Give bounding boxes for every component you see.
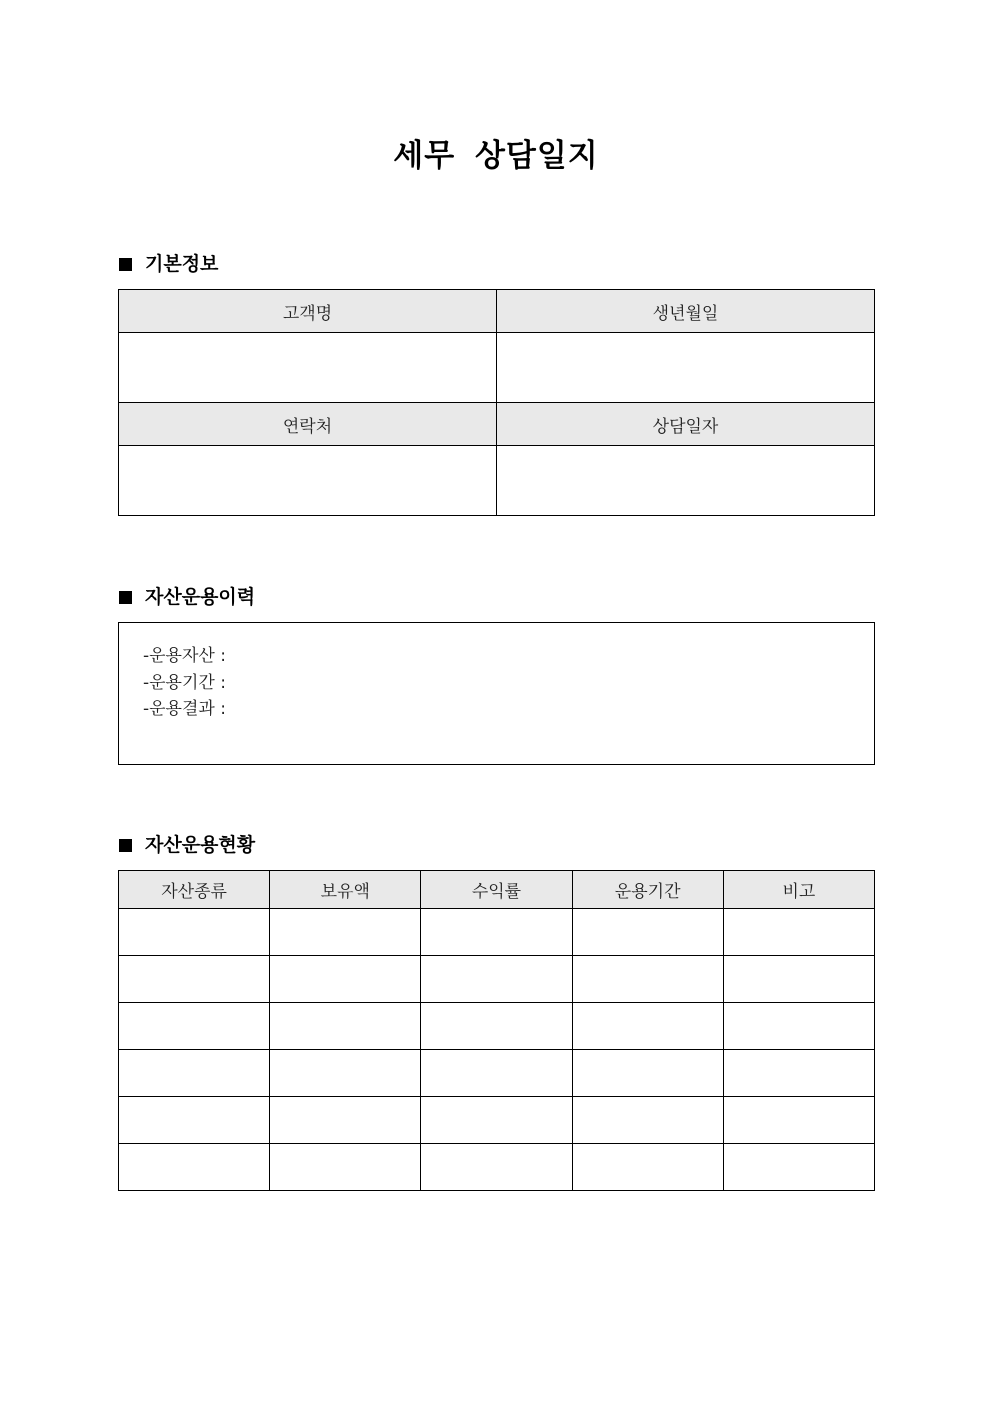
asset-history-lines bbox=[143, 643, 226, 723]
table-cell[interactable] bbox=[119, 1050, 270, 1097]
table-cell[interactable] bbox=[270, 1144, 421, 1191]
table-cell[interactable] bbox=[572, 1050, 723, 1097]
square-bullet-icon bbox=[119, 839, 132, 852]
table-cell[interactable] bbox=[572, 956, 723, 1003]
table-row bbox=[119, 1050, 875, 1097]
history-line-asset: -운용자산 : bbox=[143, 646, 226, 666]
table-cell[interactable] bbox=[270, 909, 421, 956]
table-cell[interactable] bbox=[421, 1050, 572, 1097]
field-label-birth-date: 생년월일 bbox=[497, 290, 875, 333]
table-cell[interactable] bbox=[723, 1144, 874, 1191]
section-heading-asset-status bbox=[119, 833, 255, 857]
asset-status-table bbox=[118, 870, 875, 1191]
table-cell[interactable] bbox=[723, 956, 874, 1003]
table-row bbox=[119, 956, 875, 1003]
field-label-contact: 연락처 bbox=[119, 403, 497, 446]
table-row bbox=[119, 1003, 875, 1050]
table-row bbox=[119, 1097, 875, 1144]
table-cell[interactable] bbox=[572, 909, 723, 956]
column-header-note: 비고 bbox=[723, 871, 874, 909]
field-label-consultation-date: 상담일자 bbox=[497, 403, 875, 446]
asset-history-box[interactable] bbox=[118, 622, 875, 765]
table-cell[interactable] bbox=[270, 1003, 421, 1050]
table-cell[interactable] bbox=[421, 1003, 572, 1050]
table-cell[interactable] bbox=[723, 909, 874, 956]
history-line-period: -운용기간 : bbox=[143, 672, 226, 693]
table-cell[interactable] bbox=[421, 909, 572, 956]
basic-info-table bbox=[118, 289, 875, 516]
table-cell[interactable] bbox=[270, 1097, 421, 1144]
table-cell[interactable] bbox=[572, 1003, 723, 1050]
table-cell[interactable] bbox=[572, 1144, 723, 1191]
square-bullet-icon bbox=[119, 258, 132, 271]
column-header-return-rate: 수익률 bbox=[421, 871, 572, 909]
table-cell[interactable] bbox=[421, 956, 572, 1003]
column-header-asset-type: 자산종류 bbox=[119, 871, 270, 909]
table-cell[interactable] bbox=[119, 956, 270, 1003]
table-cell[interactable] bbox=[723, 1097, 874, 1144]
table-cell[interactable] bbox=[119, 1144, 270, 1191]
table-cell[interactable] bbox=[119, 909, 270, 956]
table-row bbox=[119, 1144, 875, 1191]
table-cell[interactable] bbox=[119, 1097, 270, 1144]
field-label-customer-name: 고객명 bbox=[119, 290, 497, 333]
section-heading-basic-info bbox=[119, 252, 218, 276]
table-cell[interactable] bbox=[270, 956, 421, 1003]
section-heading-label: 자산운용이력 bbox=[145, 586, 256, 608]
square-bullet-icon bbox=[119, 591, 132, 604]
section-heading-label: 자산운용현황 bbox=[145, 834, 256, 856]
section-heading-asset-history bbox=[119, 585, 255, 609]
field-value-birth-date[interactable] bbox=[497, 333, 875, 403]
field-value-contact[interactable] bbox=[119, 446, 497, 516]
page-title: 세무 상담일지 bbox=[393, 138, 599, 174]
table-row bbox=[119, 909, 875, 956]
table-cell[interactable] bbox=[723, 1003, 874, 1050]
field-value-customer-name[interactable] bbox=[119, 333, 497, 403]
table-cell[interactable] bbox=[270, 1050, 421, 1097]
field-value-consultation-date[interactable] bbox=[497, 446, 875, 516]
history-line-result: -운용결과 : bbox=[143, 699, 226, 719]
section-heading-label: 기본정보 bbox=[145, 253, 219, 275]
table-cell[interactable] bbox=[421, 1097, 572, 1144]
table-cell[interactable] bbox=[421, 1144, 572, 1191]
table-cell[interactable] bbox=[119, 1003, 270, 1050]
column-header-period: 운용기간 bbox=[572, 871, 723, 909]
table-cell[interactable] bbox=[723, 1050, 874, 1097]
column-header-holding-amount: 보유액 bbox=[270, 871, 421, 909]
table-cell[interactable] bbox=[572, 1097, 723, 1144]
